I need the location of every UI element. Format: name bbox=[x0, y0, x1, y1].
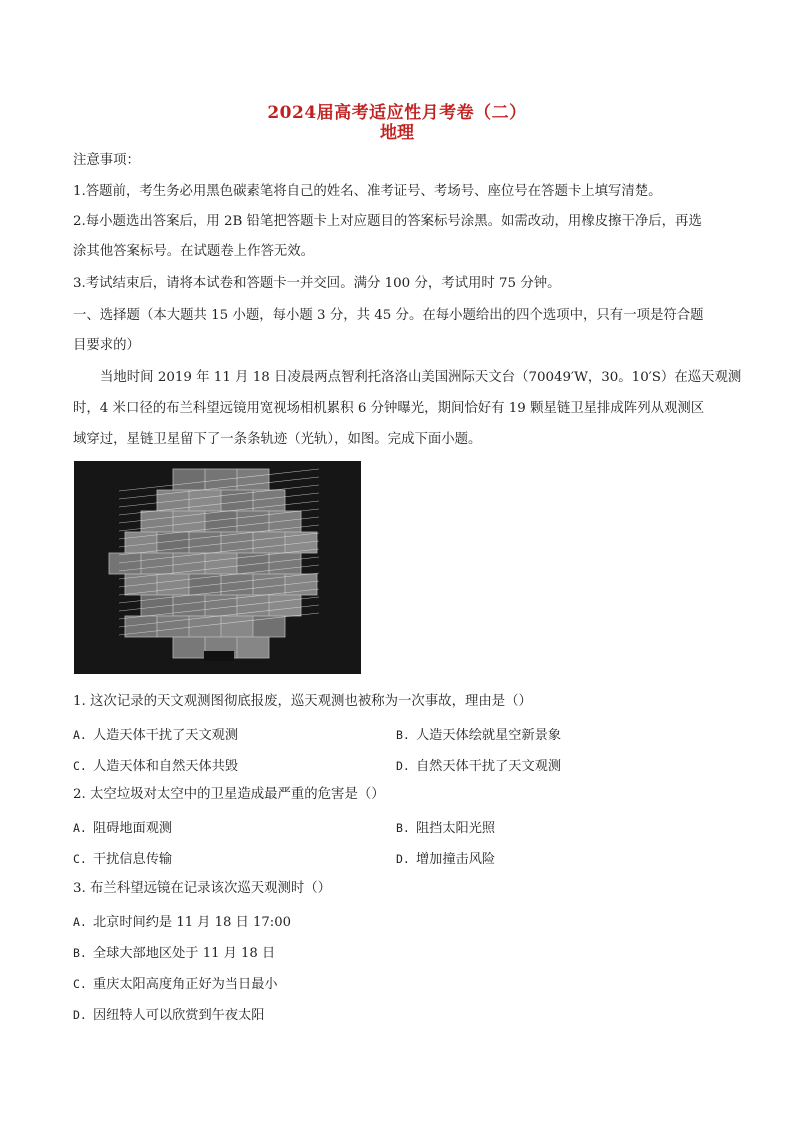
passage-line-3: 域穿过，星链卫星留下了一条条轨迹（光轨），如图。完成下面小题。 bbox=[73, 432, 482, 447]
question-3-stem: 3. 布兰科望远镜在记录该次巡天观测时（） bbox=[73, 881, 332, 896]
ccd-tile bbox=[253, 616, 285, 637]
ccd-tile bbox=[269, 553, 301, 574]
option-text: 重庆太阳高度角正好为当日最小 bbox=[93, 977, 278, 992]
option-text: 因纽特人可以欣赏到午夜太阳 bbox=[93, 1008, 265, 1023]
option-text: 人造天体绘就星空新景象 bbox=[416, 728, 562, 743]
question-3-option-d[interactable] bbox=[73, 1004, 264, 1023]
passage-line-1: 当地时间 2019 年 11 月 18 日凌晨两点智利托洛洛山美国洲际天文台（70049′W，30。10′S）在巡天观测 bbox=[100, 370, 742, 385]
ccd-tile bbox=[253, 532, 285, 553]
ccd-tile bbox=[189, 490, 221, 511]
option-label: A. bbox=[73, 915, 87, 929]
option-label: B. bbox=[396, 728, 410, 742]
question-1-option-a[interactable] bbox=[73, 724, 238, 743]
option-label: D. bbox=[396, 759, 410, 773]
instruction-item-2-line-2: 涂其他答案标号。在试题卷上作答无效。 bbox=[73, 244, 315, 259]
question-1-option-b[interactable] bbox=[396, 724, 561, 743]
passage-line-2: 时，4 米口径的布兰科望远镜用宽视场相机累积 6 分钟曝光，期间恰好有 19 颗星链卫星排成阵列从观测区 bbox=[73, 401, 705, 416]
question-2-option-d[interactable] bbox=[396, 848, 495, 867]
subject-title: 地理 bbox=[380, 123, 414, 143]
option-text: 阻挡太阳光照 bbox=[416, 821, 496, 836]
instruction-item-3: 3.考试结束后，请将本试卷和答题卡一并交回。满分 100 分，考试用时 75 分钟。 bbox=[73, 276, 561, 291]
ccd-tile bbox=[173, 469, 205, 490]
ccd-tile bbox=[173, 637, 205, 658]
option-label: D. bbox=[73, 1008, 87, 1022]
exam-title: 2024届高考适应性月考卷（二） bbox=[267, 103, 527, 123]
ccd-tile bbox=[269, 595, 301, 616]
option-label: C. bbox=[73, 852, 87, 866]
option-label: C. bbox=[73, 977, 87, 991]
question-3-option-c[interactable] bbox=[73, 973, 278, 992]
question-1-stem: 1. 这次记录的天文观测图彻底报废，巡天观测也被称为一次事故，理由是（） bbox=[73, 694, 532, 709]
question-1-option-c[interactable] bbox=[73, 755, 238, 774]
option-text: 阻碍地面观测 bbox=[93, 821, 173, 836]
option-text: 全球大部地区处于 11 月 18 日 bbox=[93, 946, 276, 961]
question-3-option-b[interactable] bbox=[73, 942, 275, 961]
option-label: A. bbox=[73, 821, 87, 835]
option-text: 人造天体和自然天体共毁 bbox=[93, 759, 239, 774]
instruction-item-2-line-1: 2.每小题选出答案后，用 2B 铅笔把答题卡上对应题目的答案标号涂黑。如需改动，用橡皮擦干净后，再选 bbox=[73, 214, 702, 229]
ccd-tile bbox=[237, 511, 269, 532]
option-label: A. bbox=[73, 728, 87, 742]
option-label: B. bbox=[396, 821, 410, 835]
ccd-tile bbox=[141, 511, 173, 532]
option-label: D. bbox=[396, 852, 410, 866]
option-text: 增加撞击风险 bbox=[416, 852, 496, 867]
question-3-option-a[interactable] bbox=[73, 911, 291, 930]
section-heading-line-1: 一、选择题（本大题共 15 小题，每小题 3 分，共 45 分。在每小题给出的四个选项中，只有一项是符合题 bbox=[73, 308, 704, 323]
ccd-tile bbox=[173, 595, 205, 616]
question-2-option-c[interactable] bbox=[73, 848, 172, 867]
section-heading-line-2: 目要求的） bbox=[73, 338, 140, 353]
ccd-tile bbox=[205, 595, 237, 616]
starlink-trails-photo bbox=[74, 461, 361, 674]
instruction-item-1: 1.答题前，考生务必用黑色碳素笔将自己的姓名、准考证号、考场号、座位号在答题卡上填写清楚。 bbox=[73, 184, 662, 199]
option-label: B. bbox=[73, 946, 87, 960]
question-1-option-d[interactable] bbox=[396, 755, 561, 774]
option-text: 干扰信息传输 bbox=[93, 852, 173, 867]
ccd-mosaic-image bbox=[74, 461, 361, 674]
option-text: 人造天体干扰了天文观测 bbox=[93, 728, 239, 743]
ccd-tile bbox=[109, 553, 141, 574]
question-2-option-b[interactable] bbox=[396, 817, 495, 836]
question-2-stem: 2. 太空垃圾对太空中的卫星造成最严重的危害是（） bbox=[73, 787, 385, 802]
ccd-tile bbox=[141, 553, 173, 574]
ccd-tile bbox=[221, 574, 253, 595]
ccd-tile bbox=[189, 532, 221, 553]
question-2-option-a[interactable] bbox=[73, 817, 172, 836]
ccd-tile bbox=[157, 616, 189, 637]
ccd-tile bbox=[157, 574, 189, 595]
option-label: C. bbox=[73, 759, 87, 773]
option-text: 北京时间约是 11 月 18 日 17:00 bbox=[93, 915, 292, 930]
ccd-tile bbox=[221, 616, 253, 637]
ccd-tile bbox=[237, 469, 269, 490]
ccd-tile bbox=[237, 637, 269, 658]
ccd-tile bbox=[205, 553, 237, 574]
option-text: 自然天体干扰了天文观测 bbox=[416, 759, 562, 774]
instructions-heading: 注意事项： bbox=[73, 153, 140, 168]
